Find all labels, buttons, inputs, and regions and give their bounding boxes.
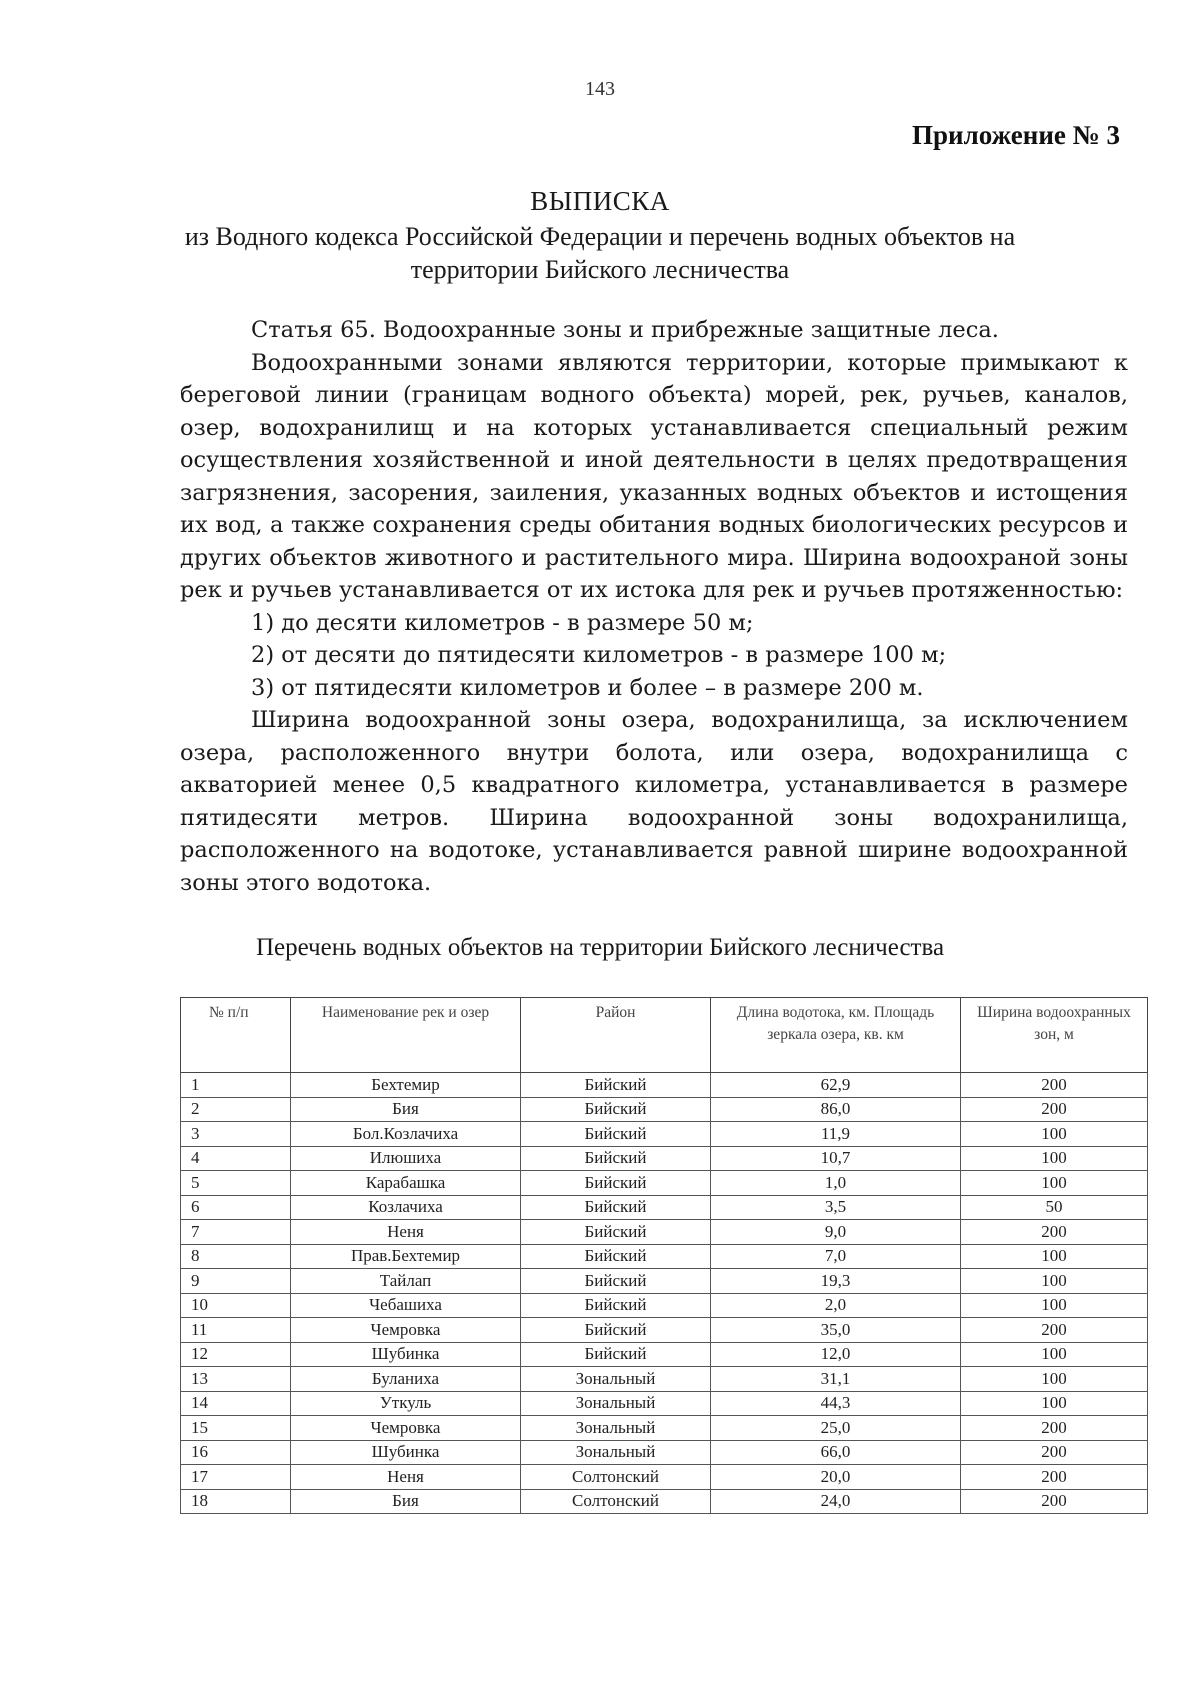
river-name: Буланиха [291, 1367, 521, 1392]
zone-width: 100 [961, 1293, 1148, 1318]
row-number: 8 [181, 1244, 291, 1269]
table-row [181, 1342, 1148, 1367]
district: Бийский [521, 1318, 711, 1343]
table-row [181, 1146, 1148, 1171]
table-row [181, 1465, 1148, 1490]
district: Солтонский [521, 1465, 711, 1490]
row-number: 4 [181, 1146, 291, 1171]
river-name: Прав.Бехтемир [291, 1244, 521, 1269]
length-area: 86,0 [711, 1097, 961, 1122]
document-subtitle [150, 220, 1050, 286]
appendix-label: Приложение № 3 [912, 120, 1120, 150]
district: Бийский [521, 1073, 711, 1098]
zone-width: 200 [961, 1097, 1148, 1122]
river-name: Чемровка [291, 1318, 521, 1343]
river-name: Карабашка [291, 1171, 521, 1196]
zone-width: 200 [961, 1073, 1148, 1098]
zone-width: 100 [961, 1391, 1148, 1416]
row-number: 12 [181, 1342, 291, 1367]
zone-width: 100 [961, 1342, 1148, 1367]
river-name: Чебашиха [291, 1293, 521, 1318]
table-row [181, 1440, 1148, 1465]
table-row [181, 1367, 1148, 1392]
row-number: 2 [181, 1097, 291, 1122]
district: Зональный [521, 1391, 711, 1416]
river-name: Неня [291, 1465, 521, 1490]
district: Бийский [521, 1171, 711, 1196]
district: Бийский [521, 1342, 711, 1367]
article-heading: Статья 65. Водоохранные зоны и прибрежные защитные леса. [251, 317, 999, 343]
zone-width: 200 [961, 1440, 1148, 1465]
list-item-1: 1) до десяти километров - в размере 50 м; [251, 609, 754, 636]
table-body [181, 1073, 1148, 1514]
paragraph-1: Водоохранными зонами являются территории, которые примыкают к береговой линии (границам водного объекта) морей, рек, ручьев, каналов, озер, водохранилищ и на которых устанавливается специальный режим осуществления хозяйственной и иной деятельности в целях предотвращения загрязнения, засорения, заиления, указанных водных объектов и истощения их вод, а также сохранения среды обитания водных биологических ресурсов и других объектов животного и растительного мира. Ширина водоохраной зоны рек и ручьев устанавливается от их истока для рек и ручьев протяженностью: [180, 349, 1128, 603]
river-name: Козлачиха [291, 1195, 521, 1220]
table-row [181, 1489, 1148, 1514]
length-area: 9,0 [711, 1220, 961, 1245]
length-area: 2,0 [711, 1293, 961, 1318]
header-number: № п/п [181, 998, 291, 1073]
zone-width: 100 [961, 1146, 1148, 1171]
row-number: 6 [181, 1195, 291, 1220]
district: Бийский [521, 1195, 711, 1220]
page-number: 143 [585, 78, 615, 100]
zone-width: 200 [961, 1416, 1148, 1441]
district: Зональный [521, 1440, 711, 1465]
zone-width: 200 [961, 1220, 1148, 1245]
zone-width: 200 [961, 1465, 1148, 1490]
list-item-2: 2) от десяти до пятидесяти километров - в размере 100 м; [251, 642, 947, 668]
river-name: Бехтемир [291, 1073, 521, 1098]
table-row [181, 1122, 1148, 1147]
paragraph-2: Ширина водоохранной зоны озера, водохранилища, за исключением озера, расположенного внутри болота, или озера, водохранилища с акваторией менее 0,5 квадратного километра, устанавливается в размере пятидесяти метров. Ширина водоохранной зоны водохранилища, расположенного на водотоке, устанавливается равной ширине водоохранной зоны этого водотока. [180, 707, 1128, 896]
row-number: 15 [181, 1416, 291, 1441]
river-name: Бол.Козлачиха [291, 1122, 521, 1147]
table-row [181, 1097, 1148, 1122]
length-area: 1,0 [711, 1171, 961, 1196]
table-header-row [181, 998, 1148, 1073]
length-area: 7,0 [711, 1244, 961, 1269]
zone-width: 100 [961, 1367, 1148, 1392]
zone-width: 200 [961, 1318, 1148, 1343]
subtitle-line-2: территории Бийского лесничества [410, 255, 790, 284]
district: Бийский [521, 1097, 711, 1122]
list-item-3: 3) от пятидесяти километров и более – в размере 200 м. [251, 674, 924, 701]
table-row [181, 1220, 1148, 1245]
row-number: 16 [181, 1440, 291, 1465]
length-area: 44,3 [711, 1391, 961, 1416]
district: Солтонский [521, 1489, 711, 1514]
length-area: 24,0 [711, 1489, 961, 1514]
row-number: 5 [181, 1171, 291, 1196]
row-number: 13 [181, 1367, 291, 1392]
length-area: 3,5 [711, 1195, 961, 1220]
river-name: Илюшиха [291, 1146, 521, 1171]
length-area: 31,1 [711, 1367, 961, 1392]
length-area: 11,9 [711, 1122, 961, 1147]
length-area: 20,0 [711, 1465, 961, 1490]
table-row [181, 1416, 1148, 1441]
row-number: 9 [181, 1269, 291, 1294]
header-name: Наименование рек и озер [291, 998, 521, 1073]
length-area: 19,3 [711, 1269, 961, 1294]
subtitle-line-1: из Водного кодекса Российской Федерации и перечень водных объектов на [184, 222, 1016, 251]
river-name: Шубинка [291, 1342, 521, 1367]
district: Бийский [521, 1146, 711, 1171]
river-name: Уткуль [291, 1391, 521, 1416]
row-number: 7 [181, 1220, 291, 1245]
row-number: 3 [181, 1122, 291, 1147]
river-name: Чемровка [291, 1416, 521, 1441]
river-name: Тайлап [291, 1269, 521, 1294]
table-row [181, 1171, 1148, 1196]
length-area: 25,0 [711, 1416, 961, 1441]
row-number: 18 [181, 1489, 291, 1514]
zone-width: 100 [961, 1122, 1148, 1147]
table-row [181, 1073, 1148, 1098]
river-name: Неня [291, 1220, 521, 1245]
table-row [181, 1293, 1148, 1318]
table-caption: Перечень водных объектов на территории Бийского лесничества [255, 934, 945, 961]
header-district: Район [521, 998, 711, 1073]
zone-width: 100 [961, 1171, 1148, 1196]
row-number: 17 [181, 1465, 291, 1490]
row-number: 10 [181, 1293, 291, 1318]
zone-width: 200 [961, 1489, 1148, 1514]
zone-width: 100 [961, 1269, 1148, 1294]
length-area: 62,9 [711, 1073, 961, 1098]
table-row [181, 1244, 1148, 1269]
water-bodies-table [180, 997, 1148, 1514]
document-title: ВЫПИСКА [530, 186, 670, 216]
district: Бийский [521, 1244, 711, 1269]
length-area: 66,0 [711, 1440, 961, 1465]
river-name: Бия [291, 1489, 521, 1514]
zone-width: 50 [961, 1195, 1148, 1220]
river-name: Бия [291, 1097, 521, 1122]
district: Бийский [521, 1269, 711, 1294]
district: Зональный [521, 1416, 711, 1441]
table-row [181, 1318, 1148, 1343]
river-name: Шубинка [291, 1440, 521, 1465]
length-area: 12,0 [711, 1342, 961, 1367]
header-zone-width: Ширина водоохранных зон, м [961, 998, 1148, 1073]
table-row [181, 1269, 1148, 1294]
header-length-area: Длина водотока, км. Площадь зеркала озера, кв. км [711, 998, 961, 1073]
table-row [181, 1391, 1148, 1416]
district: Зональный [521, 1367, 711, 1392]
table-row [181, 1195, 1148, 1220]
district: Бийский [521, 1122, 711, 1147]
row-number: 14 [181, 1391, 291, 1416]
length-area: 35,0 [711, 1318, 961, 1343]
zone-width: 100 [961, 1244, 1148, 1269]
district: Бийский [521, 1220, 711, 1245]
article-body [180, 314, 1128, 899]
district: Бийский [521, 1293, 711, 1318]
row-number: 1 [181, 1073, 291, 1098]
row-number: 11 [181, 1318, 291, 1343]
length-area: 10,7 [711, 1146, 961, 1171]
